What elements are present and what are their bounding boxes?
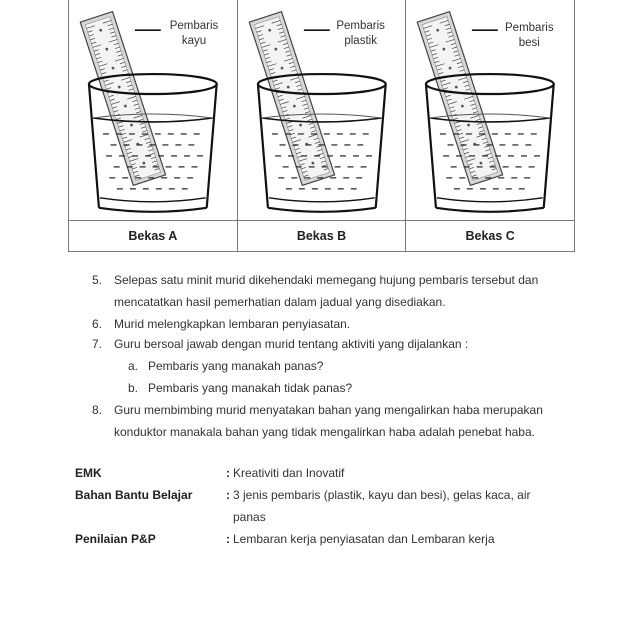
figure-cell-b <box>237 0 406 221</box>
callout-label-c: Pembaris besi <box>505 22 554 49</box>
step-7b: b. Pembaris yang manakah tidak panas? <box>128 381 353 395</box>
callout-label-a: Pembaris kayu <box>169 20 219 47</box>
figure-cell-c <box>406 0 575 221</box>
container-label-a: Bekas A <box>69 221 238 252</box>
container-label-c: Bekas C <box>406 221 575 252</box>
callout-label-b: Pembaris plastik <box>336 20 385 47</box>
step-7: 7. Guru bersoal jawab dengan murid tentang aktiviti yang dijalankan : <box>92 337 469 351</box>
step-5-continuation: mencatatkan hasil pemerhatian dalam jadual yang disediakan. <box>114 295 446 309</box>
step-8: 8. Guru membimbing murid menyatakan bahan yang mengalirkan haba merupakan <box>92 403 543 417</box>
step-8-continuation: konduktor manakala bahan yang tidak mengalirkan haba adalah penebat haba. <box>114 425 535 439</box>
figure-table <box>68 0 575 252</box>
container-label-b: Bekas B <box>237 221 406 252</box>
step-7a: a. Pembaris yang manakah panas? <box>128 359 324 373</box>
step-5: 5. Selepas satu minit murid dikehendaki memegang hujung pembaris tersebut dan <box>92 273 539 287</box>
figure-cell-a <box>69 0 238 221</box>
step-6: 6. Murid melengkapkan lembaran penyiasatan. <box>92 317 351 331</box>
